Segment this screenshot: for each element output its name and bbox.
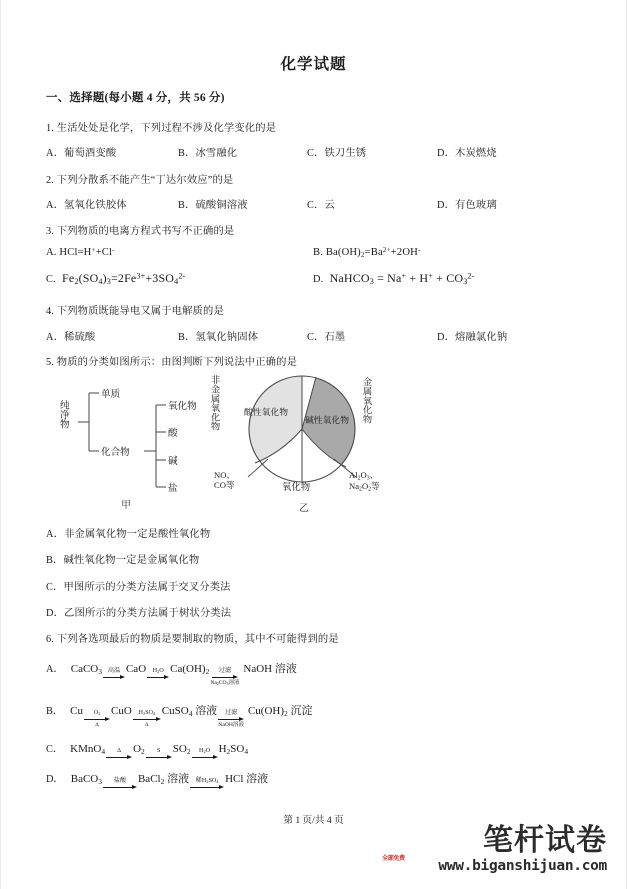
reaction-b-product-2: CuSO$_4$ 溶液 <box>161 705 218 718</box>
reaction-c-arrow-2: S <box>146 748 172 761</box>
question-1-option-b[interactable]: B．冰雪融化 <box>178 148 238 159</box>
question-3-equation-d: NaHCO$_3$ = $Na^+ + H^+ + CO_3^{2-}$ <box>326 271 475 287</box>
tree-node-yan: 盐 <box>168 483 178 494</box>
question-5-option-b[interactable]: B．碱性氧化物一定是金属氧化物 <box>46 555 200 566</box>
reaction-c-product-1: $O_2$ <box>133 743 145 756</box>
question-3-option-b[interactable] <box>313 246 421 259</box>
nonmetal-oxide-side-label: 非金属氧化物 <box>208 375 219 431</box>
question-3-option-a[interactable] <box>46 246 115 258</box>
question-1-option-a[interactable]: A．葡萄酒变酸 <box>46 148 117 159</box>
reaction-b-product-1: CuO <box>111 705 132 717</box>
question-3-equation-c: $Fe_2(SO_4)_3=2Fe^{3+}+3SO_4^{2-}$ <box>58 271 186 287</box>
question-6-option-d-label: D． <box>46 774 64 785</box>
metal-oxide-example-1: $Al_2O_3$、 <box>349 470 379 482</box>
question-5-figures <box>46 367 586 517</box>
reaction-d-start: BaCO$_3$ <box>70 773 102 786</box>
question-3-equation-a: HCl=H++Cl- <box>59 246 115 259</box>
question-1-stem: 1. 生活处处是化学，下列过程不涉及化学变化的是 <box>46 123 277 134</box>
section-heading: 一、选择题(每小题 4 分，共 56 分) <box>46 92 225 104</box>
question-2-option-b[interactable]: B．硫酸铜溶液 <box>178 200 248 211</box>
question-1-option-d[interactable]: D．木炭燃烧 <box>437 148 497 159</box>
metal-oxide-side-label: 金属氧化物 <box>360 377 371 424</box>
watermark-url: www.biganshijuan.com <box>438 858 607 874</box>
question-5-stem: 5. 物质的分类如图所示：由图判断下列说法中正确的是 <box>46 357 298 368</box>
question-3-equation-b: $Ba(OH)_2=Ba^{2+}+2OH^-$ <box>325 246 421 259</box>
page-title: 化学试题 <box>280 56 347 73</box>
watermark-brand: 笔杆试卷 <box>483 823 607 858</box>
figure-circle-caption: 乙 <box>299 503 309 514</box>
question-5-option-d[interactable]: D．乙图所示的分类方法属于树状分类法 <box>46 608 232 619</box>
reaction-b-arrow-2: $H_2SO_4$ Δ <box>133 710 161 729</box>
reaction-a-arrow-2-above: $H_2O$ <box>152 667 164 675</box>
reaction-b-arrow-1: $O_2$ Δ <box>84 710 110 729</box>
reaction-c-arrow-1: Δ <box>106 748 132 761</box>
reaction-d-product-1: BaCl$_2$ 溶液 <box>137 773 190 786</box>
tree-node-jian: 碱 <box>168 456 178 467</box>
reaction-a-arrow-1: 高温 <box>103 668 125 681</box>
reaction-a-arrow-2 <box>147 668 169 681</box>
reaction-a-product-3: NaOH 溶液 <box>240 663 297 675</box>
question-3-option-d-label: D. <box>313 274 324 285</box>
reaction-d-arrow-1: 盐酸 <box>103 778 137 791</box>
page-left-edge <box>0 0 1 889</box>
reaction-a-product-1: CaO <box>125 663 147 675</box>
question-5-option-c[interactable]: C．甲图所示的分类方法属于交叉分类法 <box>46 582 231 593</box>
tree-node-huahewu: 化合物 <box>101 447 130 458</box>
reaction-b-arrow-1-above: $O_2$ <box>93 709 101 717</box>
reaction-c-arrow-3-above: $H_2O$ <box>199 747 211 755</box>
question-2-option-a[interactable]: A．氢氧化铁胶体 <box>46 200 127 211</box>
question-6-stem: 6. 下列各选项最后的物质是要制取的物质，其中不可能得到的是 <box>46 634 339 645</box>
reaction-c-start: KMnO$_4$ <box>70 743 106 756</box>
reaction-b-product-3: $Cu(OH)_2$ 沉淀 <box>245 705 313 718</box>
tree-node-yanghuawu: 氧化物 <box>168 401 197 412</box>
question-3-option-c[interactable] <box>46 271 185 286</box>
question-4-stem: 4. 下列物质既能导电又属于电解质的是 <box>46 306 224 317</box>
figure-tree-caption: 甲 <box>121 500 131 511</box>
reaction-d-arrow-2-above: 稀$H_2SO_4$ <box>195 777 219 785</box>
reaction-c-product-2: $SO_2$ <box>172 743 191 756</box>
question-3-stem: 3. 下列物质的电离方程式书写不正确的是 <box>46 226 235 237</box>
oxide-bottom-label: 氧化物 <box>282 483 311 493</box>
metal-oxide-examples <box>349 471 380 493</box>
tree-node-suan: 酸 <box>168 428 178 439</box>
tree-root-label: 纯净物 <box>57 400 69 429</box>
question-3-option-d[interactable] <box>313 271 475 286</box>
question-6-option-c[interactable] <box>46 740 248 761</box>
reaction-b-start: Cu <box>70 705 84 717</box>
basic-oxide-label: 碱性氧化物 <box>305 415 349 425</box>
question-6-option-b-label: B． <box>46 706 64 717</box>
question-4-option-a[interactable]: A．稀硫酸 <box>46 332 96 343</box>
question-2-option-c[interactable]: C．云 <box>307 200 335 211</box>
question-4-option-c[interactable]: C．石墨 <box>307 332 346 343</box>
reaction-a-product-2: $Ca(OH)_2$ <box>170 663 210 676</box>
tree-node-danzhi: 单质 <box>101 389 121 400</box>
question-2-option-d[interactable]: D．有色玻璃 <box>437 200 497 211</box>
reaction-c-arrow-3 <box>192 748 218 761</box>
question-3-option-b-label: B. <box>313 247 324 259</box>
page-footer: 第 1 页/共 4 页 <box>283 815 344 826</box>
metal-oxide-example-2: $Na_2O_2$等 <box>349 481 380 493</box>
question-6-option-a[interactable] <box>46 660 297 687</box>
reaction-d-arrow-2 <box>190 778 224 791</box>
question-4-option-b[interactable]: B．氢氧化钠固体 <box>178 332 259 343</box>
question-3-option-c-label: C. <box>46 274 56 285</box>
question-6-option-b[interactable] <box>46 702 312 729</box>
acidic-oxide-label: 酸性氧化物 <box>244 407 288 417</box>
question-4-option-d[interactable]: D．熔融氯化钠 <box>437 332 508 343</box>
reaction-a-arrow-3-below: $Na_2CO_3$溶液 <box>210 680 240 687</box>
reaction-a-start: CaCO$_3$ <box>70 663 102 676</box>
figure-circle-yi <box>206 367 466 517</box>
question-6-option-a-label: A． <box>46 664 64 675</box>
question-2-stem: 2. 下列分散系不能产生“丁达尔效应”的是 <box>46 175 234 186</box>
reaction-c-product-3: $H_2SO_4$ <box>218 743 249 756</box>
reaction-b-arrow-2-above: $H_2SO_4$ <box>138 709 156 717</box>
question-5-option-a[interactable]: A．非金属氧化物一定是酸性氧化物 <box>46 529 211 540</box>
nonmetal-oxide-examples: NO、 CO等 <box>214 470 236 490</box>
reaction-d-product-2: HCl 溶液 <box>225 773 269 785</box>
reaction-b-arrow-3: 过滤 NaOH溶液 <box>218 709 245 729</box>
question-3-option-a-label: A. <box>46 247 57 259</box>
acidic-oxide-region <box>242 376 302 463</box>
question-6-option-c-label: C． <box>46 744 64 755</box>
question-6-option-d[interactable] <box>46 770 268 791</box>
reaction-a-arrow-3: 过滤 $Na_2CO_3$溶液 <box>210 667 240 687</box>
watermark <box>374 823 609 884</box>
watermark-badge: 全部免费 <box>382 855 405 862</box>
question-1-option-c[interactable]: C．铁刀生锈 <box>307 148 367 159</box>
